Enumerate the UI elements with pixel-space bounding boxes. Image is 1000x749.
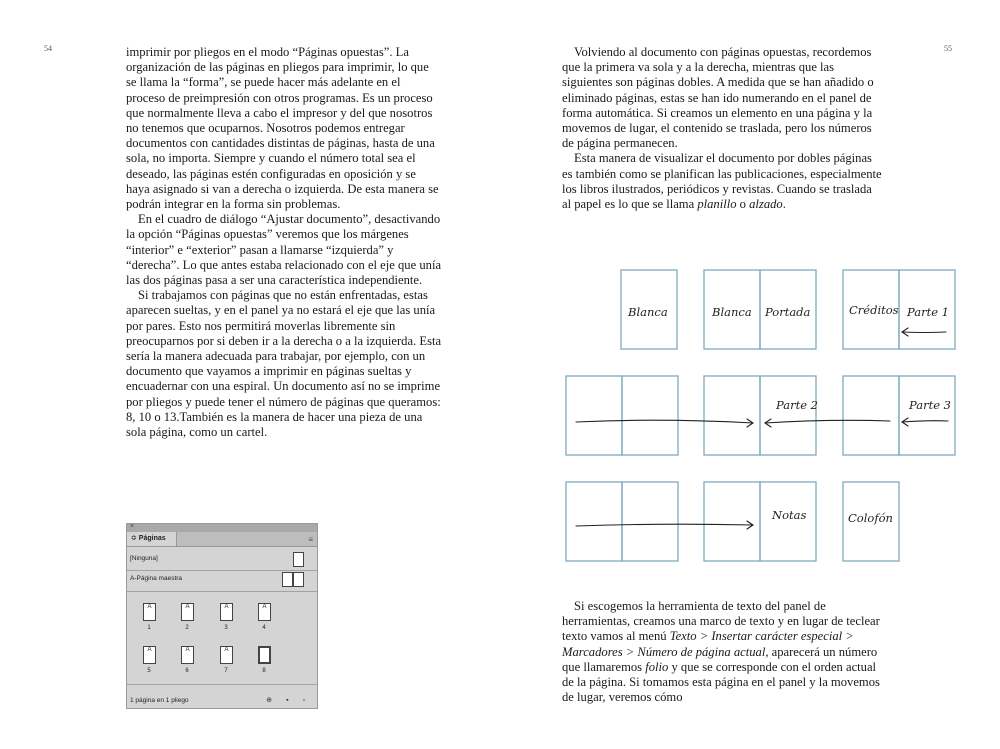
label-parte-3: Parte 3 <box>909 398 951 412</box>
arrow-line <box>576 420 753 423</box>
label-notas: Notas <box>772 508 807 522</box>
page-number: 4 <box>262 625 266 631</box>
paragraph: imprimir por pliegos en el modo “Páginas opuestas”. La organización de las páginas en pliegos para imprimir, lo que se llama la “forma”, se puede hacer más adelante en el proceso de preimpresión con otros programas. Es un proceso que normalmente lleva a cabo el impresor y del que nosotros no tenemos que ocuparnos. Nosotros podemos entregar documentos con cantidades distintas de páginas, hasta de una sola, no importa. Siempre y cuando el número total sea el deseado, las páginas estén configuradas en oposición y se haya asignado si van a derecha o izquierda. De esta manera se podrán integrar en la forma sin problemas. <box>126 45 439 212</box>
page-number: 7 <box>224 668 228 674</box>
divider <box>127 591 317 592</box>
page-box <box>843 376 899 455</box>
paragraph: Si escogemos la herramienta de texto del panel de herramientas, creamos una marco de texto y en lugar de teclear texto vamos al menú Texto > Insertar carácter especial > Marcadores > Número de página actual, aparecerá un número que llamaremos folio y que se corresponde con el orden actual de la página. Si tomamos esta página en el panel y la movemos de lugar, veremos cómo <box>562 599 880 705</box>
paragraph: En el cuadro de diálogo “Ajustar documento”, desactivando la opción “Páginas opuestas” veremos que los márgenes “interior” e “exterior” pasan a llamarse “izquierda” y “derecha”. Lo que antes estaba relacionado con el eje que unía las dos páginas pasa a ser una característica independiente. <box>126 212 442 288</box>
page-number: 2 <box>185 625 189 631</box>
paragraph: Si trabajamos con páginas que no están enfrentadas, estas aparecen sueltas, y en el panel ya no estará el eje que las unía por pares. Esto nos permitirá moverlas libremente sin preocuparnos por si deben ir a la derecha o a la izquierda. Esta sería la manera adecuada para trabajar, por ejemplo, con un documento que vayamos a imprimir en páginas sueltas y encuadernar con una espiral. Un documento así no se imprime por pliegos y puede tener el número de páginas que queramos: 8, 10 o 13.También es la manera de hacer una pieza de una sola página, como un cartel. <box>126 288 442 440</box>
folio-left: 54 <box>44 44 52 53</box>
left-column-text <box>126 45 442 440</box>
page-number: 5 <box>147 668 151 674</box>
close-icon: × <box>130 523 135 530</box>
master-none-label: [Ninguna] <box>130 555 158 562</box>
page-box <box>566 482 622 561</box>
paragraph: Volviendo al documento con páginas opuestas, recordemos que la primera va sola y a la derecha, mientras que las siguientes son páginas dobles. A medida que se han añadido o eliminado páginas, estas se han ido numerando en el panel de forma automática. Si creamos un elemento en una página y la movemos de lugar, el contenido se traslada, pero los números de página permanecen. <box>562 45 874 151</box>
arrow-line <box>576 524 753 526</box>
page-thumb: A <box>220 646 233 664</box>
master-a-label: A-Página maestra <box>130 575 183 582</box>
label-parte-1: Parte 1 <box>907 305 949 319</box>
page-box <box>704 376 760 455</box>
flatplan-diagram <box>560 262 960 572</box>
page-number: 6 <box>185 668 189 674</box>
label-colofon: Colofón <box>848 511 893 525</box>
page-thumb-selected <box>258 646 271 664</box>
pages-tab: ≎ Páginas <box>127 532 177 546</box>
arrow-line <box>765 420 890 423</box>
page-box <box>622 376 678 455</box>
right-column-text-bottom <box>562 599 882 705</box>
page-thumb: A <box>181 646 194 664</box>
panel-status: 1 página en 1 pliego <box>130 697 189 704</box>
label-portada: Portada <box>765 305 811 319</box>
page-number: 3 <box>224 625 228 631</box>
panel-footer-icons: ⊕ ▪ ▫ <box>266 697 311 704</box>
page-box <box>704 482 760 561</box>
page-box <box>760 376 816 455</box>
label-creditos: Créditos <box>849 303 899 317</box>
pages-panel-screenshot <box>126 523 318 709</box>
master-a-left-thumb <box>282 572 293 587</box>
page-box <box>899 376 955 455</box>
divider <box>127 684 317 685</box>
paragraph: Esta manera de visualizar el documento por dobles páginas es también como se planifican las publicaciones, especialmente los libros ilustrados, periódicos y revistas. Cuando se traslada al papel es lo que se llama planillo o alzado. <box>562 151 882 212</box>
label-blanca-2: Blanca <box>712 305 752 319</box>
panel-menu-icon: ≡ <box>308 535 313 544</box>
page-thumb: A <box>181 603 194 621</box>
arrow-line <box>902 421 948 422</box>
page-number: 8 <box>262 668 266 674</box>
label-parte-2: Parte 2 <box>776 398 818 412</box>
panel-tab-row <box>127 532 317 547</box>
folio-right: 55 <box>944 44 952 53</box>
page-thumb: A <box>143 603 156 621</box>
right-column-text <box>562 45 882 212</box>
page-thumb: A <box>220 603 233 621</box>
page-box <box>566 376 622 455</box>
label-blanca: Blanca <box>628 305 668 319</box>
master-none-thumb <box>293 552 304 567</box>
divider <box>127 570 317 571</box>
page-thumb: A <box>143 646 156 664</box>
page-box <box>622 482 678 561</box>
arrow-line <box>902 332 946 333</box>
master-a-right-thumb <box>293 572 304 587</box>
panel-titlebar <box>127 524 317 532</box>
page-thumb: A <box>258 603 271 621</box>
page-number: 1 <box>147 625 151 631</box>
